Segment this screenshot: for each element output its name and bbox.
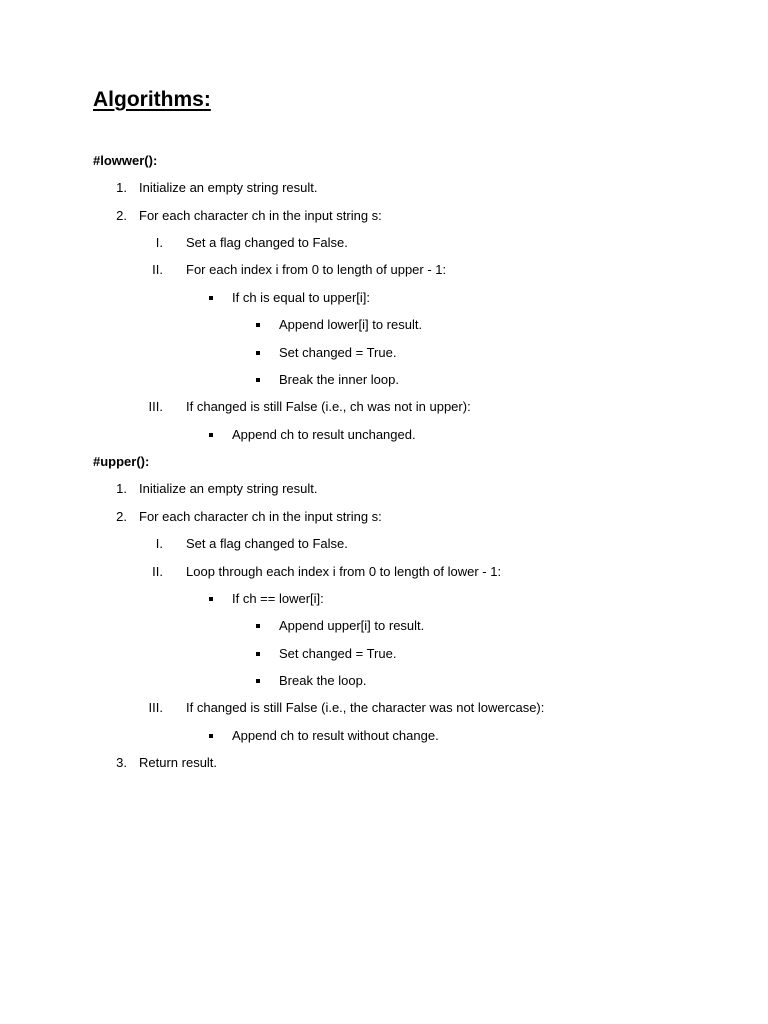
list-marker: 3. [116,755,127,770]
list-item [0,260,768,280]
list-item-text: Append lower[i] to result. [279,317,423,332]
list-marker: 2. [116,208,127,223]
list-item [0,726,768,746]
list-item [0,233,768,253]
list-item [0,206,768,226]
list-marker: III. [148,700,163,715]
bullet-icon [209,425,217,445]
list-item-text: Initialize an empty string result. [139,481,318,496]
list-item-text: Loop through each index i from 0 to length of lower - 1: [186,564,502,579]
list-item [0,370,768,390]
list-item-text: Append ch to result unchanged. [232,427,416,442]
list-item [0,178,768,198]
list-item [0,671,768,691]
list-item-text: For each character ch in the input string s: [139,208,382,223]
list-marker: II. [152,564,163,579]
list-item-text: Initialize an empty string result. [139,180,318,195]
bullet-icon [209,726,217,746]
list-item-text: Set changed = True. [279,345,397,360]
list-item-text: Break the inner loop. [279,372,399,387]
document-title: Algorithms: [93,88,211,111]
list-item [0,589,768,609]
list-marker: I. [155,235,163,250]
list-item-text: Break the loop. [279,673,367,688]
list-item [0,343,768,363]
list-item-text: Append ch to result without change. [232,728,439,743]
bullet-icon [256,370,264,390]
list-item [0,288,768,308]
list-item [0,562,768,582]
list-marker: 1. [116,180,127,195]
list-item-text: If ch is equal to upper[i]: [232,290,371,305]
list-item-text: If ch == lower[i]: [232,591,324,606]
bullet-icon [256,671,264,691]
list-item [0,753,768,773]
list-item [0,315,768,335]
list-item-text: For each index i from 0 to length of upper - 1: [186,262,447,277]
list-item [0,534,768,554]
list-item-text: If changed is still False (i.e., ch was not in upper): [186,399,471,414]
list-item [0,507,768,527]
list-item [0,425,768,445]
list-marker: III. [148,399,163,414]
section-heading-upper: #upper(): [93,454,150,469]
list-item-text: Set a flag changed to False. [186,536,348,551]
list-marker: 1. [116,481,127,496]
bullet-icon [209,288,217,308]
list-item-text: Append upper[i] to result. [279,618,425,633]
list-item-text: If changed is still False (i.e., the character was not lowercase): [186,700,545,715]
list-item [0,644,768,664]
list-marker: 2. [116,509,127,524]
list-item-text: Set a flag changed to False. [186,235,348,250]
bullet-icon [256,616,264,636]
bullet-icon [256,644,264,664]
list-item-text: Return result. [139,755,218,770]
list-item-text: Set changed = True. [279,646,397,661]
bullet-icon [256,343,264,363]
section-heading-lowwer: #lowwer(): [93,153,158,168]
list-item [0,397,768,417]
list-item [0,698,768,718]
list-item [0,479,768,499]
list-marker: I. [155,536,163,551]
bullet-icon [209,589,217,609]
list-item-text: For each character ch in the input string s: [139,509,382,524]
list-item [0,616,768,636]
bullet-icon [256,315,264,335]
list-marker: II. [152,262,163,277]
